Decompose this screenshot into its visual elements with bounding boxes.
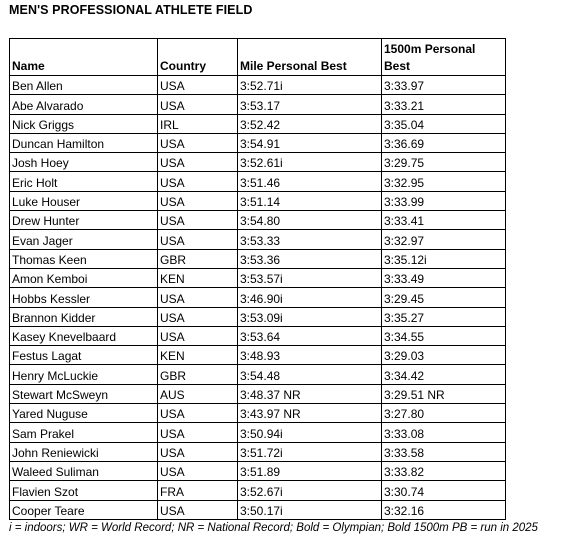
athlete-name-cell: Luke Houser xyxy=(10,191,158,210)
table-row xyxy=(10,76,506,95)
mile-pb-cell: 3:54.91 xyxy=(238,133,382,152)
country-cell: USA xyxy=(158,230,238,249)
athlete-name-cell: Thomas Keen xyxy=(10,249,158,268)
1500m-pb-cell: 3:33.41 xyxy=(382,211,506,230)
athlete-name-cell: Duncan Hamilton xyxy=(10,133,158,152)
athlete-name-cell: Amon Kemboi xyxy=(10,268,158,287)
country-cell: USA xyxy=(158,153,238,172)
athlete-name-cell: Waleed Suliman xyxy=(10,461,158,480)
table-row xyxy=(10,365,506,384)
country-cell: USA xyxy=(158,326,238,345)
mile-pb-cell: 3:46.90i xyxy=(238,288,382,307)
country-cell: IRL xyxy=(158,114,238,133)
1500m-pb-cell: 3:29.51 NR xyxy=(382,384,506,403)
country-cell: USA xyxy=(158,211,238,230)
table-row xyxy=(10,95,506,114)
1500m-pb-cell: 3:30.74 xyxy=(382,481,506,500)
country-cell: USA xyxy=(158,423,238,442)
country-cell: USA xyxy=(158,500,238,519)
country-cell: KEN xyxy=(158,346,238,365)
mile-pb-cell: 3:51.72i xyxy=(238,442,382,461)
table-row xyxy=(10,288,506,307)
1500m-pb-cell: 3:33.21 xyxy=(382,95,506,114)
athlete-name-cell: Henry McLuckie xyxy=(10,365,158,384)
table-row xyxy=(10,442,506,461)
athlete-name-cell: Stewart McSweyn xyxy=(10,384,158,403)
country-cell: FRA xyxy=(158,481,238,500)
country-cell: USA xyxy=(158,133,238,152)
athlete-name-cell: Josh Hoey xyxy=(10,153,158,172)
table-row xyxy=(10,481,506,500)
table-row xyxy=(10,211,506,230)
table-row xyxy=(10,268,506,287)
table-row xyxy=(10,500,506,519)
table-row xyxy=(10,230,506,249)
mile-pb-cell: 3:48.37 NR xyxy=(238,384,382,403)
mile-pb-cell: 3:51.46 xyxy=(238,172,382,191)
1500m-pb-cell: 3:33.49 xyxy=(382,268,506,287)
mile-pb-cell: 3:48.93 xyxy=(238,346,382,365)
table-row xyxy=(10,191,506,210)
athlete-name-cell: Nick Griggs xyxy=(10,114,158,133)
table-row xyxy=(10,326,506,345)
table-row xyxy=(10,423,506,442)
mile-pb-cell: 3:50.17i xyxy=(238,500,382,519)
athlete-name-cell: Yared Nuguse xyxy=(10,404,158,423)
table-row xyxy=(10,384,506,403)
table-row xyxy=(10,346,506,365)
athlete-name-cell: Eric Holt xyxy=(10,172,158,191)
athlete-name-cell: Flavien Szot xyxy=(10,481,158,500)
1500m-pb-cell: 3:33.99 xyxy=(382,191,506,210)
table-row xyxy=(10,461,506,480)
country-cell: USA xyxy=(158,404,238,423)
mile-pb-cell: 3:52.61i xyxy=(238,153,382,172)
athlete-name-cell: Drew Hunter xyxy=(10,211,158,230)
column-header-mile-pb: Mile Personal Best xyxy=(238,39,382,76)
mile-pb-cell: 3:43.97 NR xyxy=(238,404,382,423)
table-row xyxy=(10,133,506,152)
1500m-pb-cell: 3:29.45 xyxy=(382,288,506,307)
1500m-pb-cell: 3:32.16 xyxy=(382,500,506,519)
mile-pb-cell: 3:54.48 xyxy=(238,365,382,384)
1500m-pb-cell: 3:33.97 xyxy=(382,76,506,95)
1500m-pb-cell: 3:29.03 xyxy=(382,346,506,365)
athlete-name-cell: Sam Prakel xyxy=(10,423,158,442)
mile-pb-cell: 3:52.71i xyxy=(238,76,382,95)
1500m-pb-cell: 3:33.08 xyxy=(382,423,506,442)
1500m-pb-cell: 3:36.69 xyxy=(382,133,506,152)
1500m-pb-cell: 3:29.75 xyxy=(382,153,506,172)
athlete-name-cell: Kasey Knevelbaard xyxy=(10,326,158,345)
athlete-name-cell: Brannon Kidder xyxy=(10,307,158,326)
athlete-name-cell: Ben Allen xyxy=(10,76,158,95)
country-cell: USA xyxy=(158,191,238,210)
mile-pb-cell: 3:52.42 xyxy=(238,114,382,133)
1500m-pb-cell: 3:35.12i xyxy=(382,249,506,268)
country-cell: USA xyxy=(158,288,238,307)
country-cell: USA xyxy=(158,95,238,114)
mile-pb-cell: 3:50.94i xyxy=(238,423,382,442)
table-header-row xyxy=(10,39,506,76)
1500m-pb-cell: 3:35.27 xyxy=(382,307,506,326)
table-row xyxy=(10,249,506,268)
country-cell: AUS xyxy=(158,384,238,403)
1500m-pb-cell: 3:34.42 xyxy=(382,365,506,384)
athlete-name-cell: Evan Jager xyxy=(10,230,158,249)
country-cell: GBR xyxy=(158,365,238,384)
1500m-pb-cell: 3:34.55 xyxy=(382,326,506,345)
1500m-pb-cell: 3:32.95 xyxy=(382,172,506,191)
mile-pb-cell: 3:52.67i xyxy=(238,481,382,500)
country-cell: USA xyxy=(158,76,238,95)
1500m-pb-cell: 3:35.04 xyxy=(382,114,506,133)
mile-pb-cell: 3:53.36 xyxy=(238,249,382,268)
column-header-country: Country xyxy=(158,39,238,76)
mile-pb-cell: 3:53.33 xyxy=(238,230,382,249)
country-cell: USA xyxy=(158,172,238,191)
1500m-pb-cell: 3:27.80 xyxy=(382,404,506,423)
legend-footnote: i = indoors; WR = World Record; NR = National Record; Bold = Olympian; Bold 1500m PB = run in 2025 xyxy=(9,522,538,534)
table-row xyxy=(10,307,506,326)
table-row xyxy=(10,172,506,191)
athlete-name-cell: John Reniewicki xyxy=(10,442,158,461)
mile-pb-cell: 3:53.17 xyxy=(238,95,382,114)
mile-pb-cell: 3:51.14 xyxy=(238,191,382,210)
mile-pb-cell: 3:51.89 xyxy=(238,461,382,480)
1500m-pb-cell: 3:33.58 xyxy=(382,442,506,461)
table-row xyxy=(10,114,506,133)
country-cell: USA xyxy=(158,461,238,480)
country-cell: USA xyxy=(158,307,238,326)
table-row xyxy=(10,153,506,172)
page-title: MEN'S PROFESSIONAL ATHLETE FIELD xyxy=(9,3,253,17)
country-cell: USA xyxy=(158,442,238,461)
athlete-field-table xyxy=(9,38,506,520)
1500m-pb-cell: 3:32.97 xyxy=(382,230,506,249)
1500m-pb-cell: 3:33.82 xyxy=(382,461,506,480)
mile-pb-cell: 3:54.80 xyxy=(238,211,382,230)
column-header-name: Name xyxy=(10,39,158,76)
mile-pb-cell: 3:53.64 xyxy=(238,326,382,345)
athlete-name-cell: Cooper Teare xyxy=(10,500,158,519)
mile-pb-cell: 3:53.09i xyxy=(238,307,382,326)
column-header-1500m-pb: 1500m Personal Best xyxy=(382,39,506,76)
table-row xyxy=(10,404,506,423)
athlete-name-cell: Abe Alvarado xyxy=(10,95,158,114)
country-cell: GBR xyxy=(158,249,238,268)
athlete-name-cell: Hobbs Kessler xyxy=(10,288,158,307)
athlete-name-cell: Festus Lagat xyxy=(10,346,158,365)
mile-pb-cell: 3:53.57i xyxy=(238,268,382,287)
country-cell: KEN xyxy=(158,268,238,287)
